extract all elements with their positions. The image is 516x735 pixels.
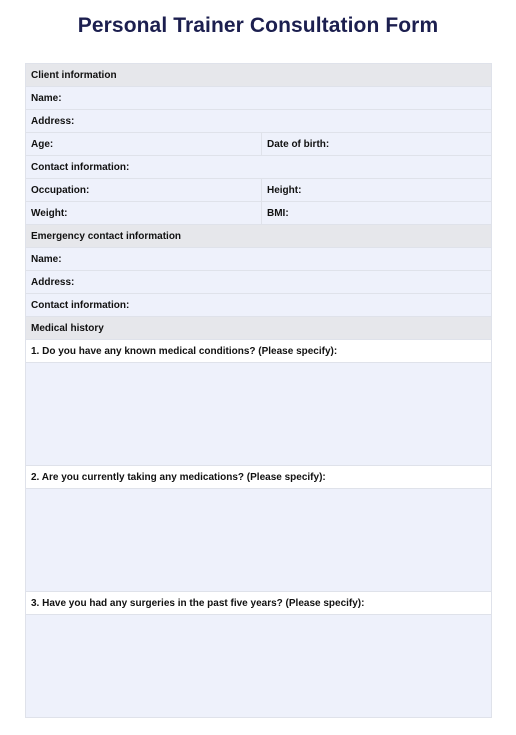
emergency-name-field[interactable]: Name:: [26, 248, 491, 270]
question-surgeries: 3. Have you had any surgeries in the past five years? (Please specify):: [26, 592, 491, 614]
emergency-contact-row: [26, 293, 491, 316]
weight-field[interactable]: Weight:: [26, 202, 262, 224]
bmi-field[interactable]: BMI:: [262, 202, 491, 224]
client-contact-row: [26, 155, 491, 178]
emergency-address-row: [26, 270, 491, 293]
answer-medications[interactable]: [26, 488, 491, 591]
consultation-form: [25, 63, 492, 718]
question-medical-conditions: 1. Do you have any known medical conditions? (Please specify):: [26, 340, 491, 362]
client-section-heading: Client information: [26, 64, 491, 86]
age-dob-row: [26, 132, 491, 155]
form-title: Personal Trainer Consultation Form: [77, 14, 439, 37]
emergency-section-heading: Emergency contact information: [26, 225, 491, 247]
client-name-field[interactable]: Name:: [26, 87, 491, 109]
emergency-address-field[interactable]: Address:: [26, 271, 491, 293]
client-section-header: [26, 63, 491, 86]
occupation-field[interactable]: Occupation:: [26, 179, 262, 201]
medical-question-row: [26, 465, 491, 488]
emergency-section-header: [26, 224, 491, 247]
emergency-contact-field[interactable]: Contact information:: [26, 294, 491, 316]
client-name-row: [26, 86, 491, 109]
client-contact-field[interactable]: Contact information:: [26, 156, 491, 178]
medical-question-row: [26, 339, 491, 362]
question-medications: 2. Are you currently taking any medications? (Please specify):: [26, 466, 491, 488]
medical-question-row: [26, 591, 491, 614]
date-of-birth-field[interactable]: Date of birth:: [262, 133, 491, 155]
answer-medical-conditions[interactable]: [26, 362, 491, 465]
client-address-field[interactable]: Address:: [26, 110, 491, 132]
answer-surgeries[interactable]: [26, 614, 491, 717]
height-field[interactable]: Height:: [262, 179, 491, 201]
emergency-name-row: [26, 247, 491, 270]
medical-section-header: [26, 316, 491, 339]
medical-section-heading: Medical history: [26, 317, 491, 339]
age-field[interactable]: Age:: [26, 133, 262, 155]
occupation-height-row: [26, 178, 491, 201]
client-address-row: [26, 109, 491, 132]
weight-bmi-row: [26, 201, 491, 224]
